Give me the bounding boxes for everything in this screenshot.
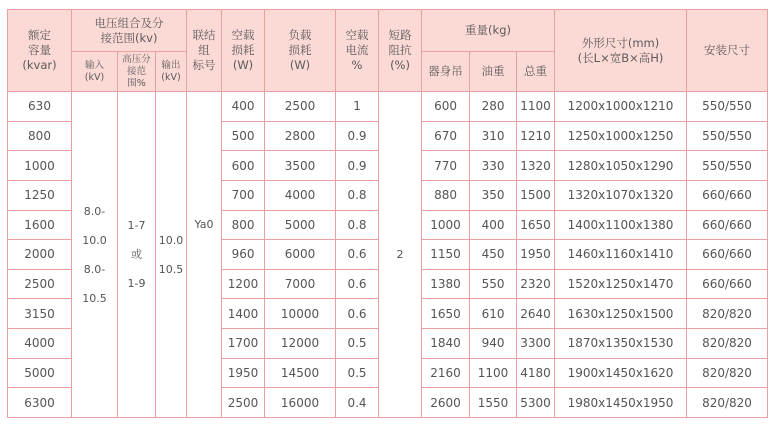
cell-dimensions: 1870x1350x1530 bbox=[555, 329, 687, 359]
cell-no-load-loss: 800 bbox=[222, 210, 265, 240]
header-input: 输入 (kV) bbox=[72, 52, 118, 92]
cell-total-weight: 1100 bbox=[517, 92, 555, 122]
cell-total-weight: 1320 bbox=[517, 151, 555, 181]
cell-dimensions: 1460x1160x1410 bbox=[555, 240, 687, 270]
cell-mounting-size: 660/660 bbox=[687, 180, 768, 210]
header-weight: 重量(kg) bbox=[422, 10, 555, 52]
cell-oil-weight: 280 bbox=[470, 92, 517, 122]
cell-load-loss: 6000 bbox=[265, 240, 336, 270]
header-voltage-group: 电压组合及分 接范围(kv) bbox=[72, 10, 187, 52]
cell-load-loss: 7000 bbox=[265, 269, 336, 299]
cell-mounting-size: 660/660 bbox=[687, 269, 768, 299]
header-dimensions: 外形尺寸(mm) (长L×宽B×高H) bbox=[555, 10, 687, 92]
header-oil-weight: 油重 bbox=[470, 52, 517, 92]
cell-total-weight: 2640 bbox=[517, 299, 555, 329]
cell-load-loss: 2500 bbox=[265, 92, 336, 122]
header-no-load-loss: 空载 损耗 (W) bbox=[222, 10, 265, 92]
cell-dimensions: 1980x1450x1950 bbox=[555, 388, 687, 418]
cell-total-weight: 3300 bbox=[517, 329, 555, 359]
cell-load-loss: 10000 bbox=[265, 299, 336, 329]
cell-mounting-size: 550/550 bbox=[687, 121, 768, 151]
header-total-weight: 总重 bbox=[517, 52, 555, 92]
cell-no-load-loss: 1950 bbox=[222, 358, 265, 388]
cell-oil-weight: 400 bbox=[470, 210, 517, 240]
cell-mounting-size: 660/660 bbox=[687, 210, 768, 240]
cell-no-load-loss: 700 bbox=[222, 180, 265, 210]
header-short-circuit-impedance: 短路 阻抗 (%) bbox=[379, 10, 422, 92]
cell-capacity: 1000 bbox=[8, 151, 72, 181]
cell-total-weight: 1950 bbox=[517, 240, 555, 270]
header-mounting-size: 安装尺寸 bbox=[687, 10, 768, 92]
cell-body-weight: 1150 bbox=[422, 240, 470, 270]
cell-no-load-current: 0.5 bbox=[336, 358, 379, 388]
cell-dimensions: 1250x1000x1250 bbox=[555, 121, 687, 151]
cell-input-range: 8.0-10.0 8.0-10.5 bbox=[72, 92, 118, 418]
cell-capacity: 630 bbox=[8, 92, 72, 122]
cell-oil-weight: 310 bbox=[470, 121, 517, 151]
cell-no-load-loss: 1200 bbox=[222, 269, 265, 299]
cell-no-load-loss: 600 bbox=[222, 151, 265, 181]
header-vector-group: 联结 组 标号 bbox=[187, 10, 222, 92]
cell-no-load-current: 1 bbox=[336, 92, 379, 122]
cell-total-weight: 4180 bbox=[517, 358, 555, 388]
cell-load-loss: 16000 bbox=[265, 388, 336, 418]
cell-load-loss: 2800 bbox=[265, 121, 336, 151]
cell-capacity: 1250 bbox=[8, 180, 72, 210]
cell-dimensions: 1900x1450x1620 bbox=[555, 358, 687, 388]
cell-body-weight: 1840 bbox=[422, 329, 470, 359]
cell-capacity: 2500 bbox=[8, 269, 72, 299]
cell-total-weight: 1210 bbox=[517, 121, 555, 151]
cell-load-loss: 5000 bbox=[265, 210, 336, 240]
cell-body-weight: 1000 bbox=[422, 210, 470, 240]
cell-no-load-current: 0.8 bbox=[336, 210, 379, 240]
cell-no-load-loss: 1400 bbox=[222, 299, 265, 329]
cell-dimensions: 1320x1070x1320 bbox=[555, 180, 687, 210]
cell-oil-weight: 330 bbox=[470, 151, 517, 181]
cell-no-load-current: 0.5 bbox=[336, 329, 379, 359]
cell-mounting-size: 660/660 bbox=[687, 240, 768, 270]
cell-load-loss: 3500 bbox=[265, 151, 336, 181]
cell-body-weight: 880 bbox=[422, 180, 470, 210]
cell-oil-weight: 940 bbox=[470, 329, 517, 359]
cell-no-load-loss: 960 bbox=[222, 240, 265, 270]
cell-no-load-current: 0.6 bbox=[336, 269, 379, 299]
cell-oil-weight: 350 bbox=[470, 180, 517, 210]
cell-capacity: 4000 bbox=[8, 329, 72, 359]
cell-body-weight: 2160 bbox=[422, 358, 470, 388]
cell-no-load-loss: 500 bbox=[222, 121, 265, 151]
cell-mounting-size: 820/820 bbox=[687, 388, 768, 418]
cell-mounting-size: 550/550 bbox=[687, 92, 768, 122]
cell-oil-weight: 610 bbox=[470, 299, 517, 329]
cell-mounting-size: 820/820 bbox=[687, 358, 768, 388]
cell-dimensions: 1280x1050x1290 bbox=[555, 151, 687, 181]
header-no-load-current: 空载 电流 % bbox=[336, 10, 379, 92]
cell-capacity: 1600 bbox=[8, 210, 72, 240]
cell-no-load-current: 0.6 bbox=[336, 299, 379, 329]
header-hv-tap: 高压分 接范围% bbox=[118, 52, 156, 92]
cell-dimensions: 1630x1250x1500 bbox=[555, 299, 687, 329]
header-body-weight: 器身吊 bbox=[422, 52, 470, 92]
cell-total-weight: 1650 bbox=[517, 210, 555, 240]
cell-dimensions: 1200x1000x1210 bbox=[555, 92, 687, 122]
cell-no-load-current: 0.8 bbox=[336, 180, 379, 210]
cell-capacity: 6300 bbox=[8, 388, 72, 418]
header-load-loss: 负载 损耗 (W) bbox=[265, 10, 336, 92]
cell-body-weight: 2600 bbox=[422, 388, 470, 418]
cell-oil-weight: 450 bbox=[470, 240, 517, 270]
cell-oil-weight: 550 bbox=[470, 269, 517, 299]
cell-capacity: 2000 bbox=[8, 240, 72, 270]
cell-no-load-loss: 1700 bbox=[222, 329, 265, 359]
cell-body-weight: 1380 bbox=[422, 269, 470, 299]
cell-no-load-current: 0.6 bbox=[336, 240, 379, 270]
cell-total-weight: 2320 bbox=[517, 269, 555, 299]
cell-oil-weight: 1550 bbox=[470, 388, 517, 418]
cell-mounting-size: 550/550 bbox=[687, 151, 768, 181]
cell-load-loss: 12000 bbox=[265, 329, 336, 359]
cell-load-loss: 14500 bbox=[265, 358, 336, 388]
cell-output-voltage: 10.0 10.5 bbox=[156, 92, 187, 418]
cell-dimensions: 1520x1250x1470 bbox=[555, 269, 687, 299]
cell-no-load-loss: 400 bbox=[222, 92, 265, 122]
cell-mounting-size: 820/820 bbox=[687, 299, 768, 329]
cell-no-load-loss: 2500 bbox=[222, 388, 265, 418]
cell-load-loss: 4000 bbox=[265, 180, 336, 210]
cell-capacity: 800 bbox=[8, 121, 72, 151]
header-output: 输出 (kV) bbox=[156, 52, 187, 92]
cell-capacity: 3150 bbox=[8, 299, 72, 329]
cell-no-load-current: 0.4 bbox=[336, 388, 379, 418]
cell-capacity: 5000 bbox=[8, 358, 72, 388]
cell-body-weight: 1650 bbox=[422, 299, 470, 329]
cell-body-weight: 600 bbox=[422, 92, 470, 122]
transformer-spec-table bbox=[7, 9, 768, 418]
cell-impedance: 2 bbox=[379, 92, 422, 418]
cell-body-weight: 770 bbox=[422, 151, 470, 181]
cell-hv-tap-range: 1-7 或 1-9 bbox=[118, 92, 156, 418]
header-rated-capacity: 额定 容量 (kvar) bbox=[8, 10, 72, 92]
cell-body-weight: 670 bbox=[422, 121, 470, 151]
cell-no-load-current: 0.9 bbox=[336, 151, 379, 181]
cell-oil-weight: 1100 bbox=[470, 358, 517, 388]
cell-no-load-current: 0.9 bbox=[336, 121, 379, 151]
table-row bbox=[8, 92, 768, 122]
cell-dimensions: 1400x1100x1380 bbox=[555, 210, 687, 240]
cell-total-weight: 5300 bbox=[517, 388, 555, 418]
cell-mounting-size: 820/820 bbox=[687, 329, 768, 359]
cell-total-weight: 1500 bbox=[517, 180, 555, 210]
cell-vector-group: Ya0 bbox=[187, 92, 222, 418]
